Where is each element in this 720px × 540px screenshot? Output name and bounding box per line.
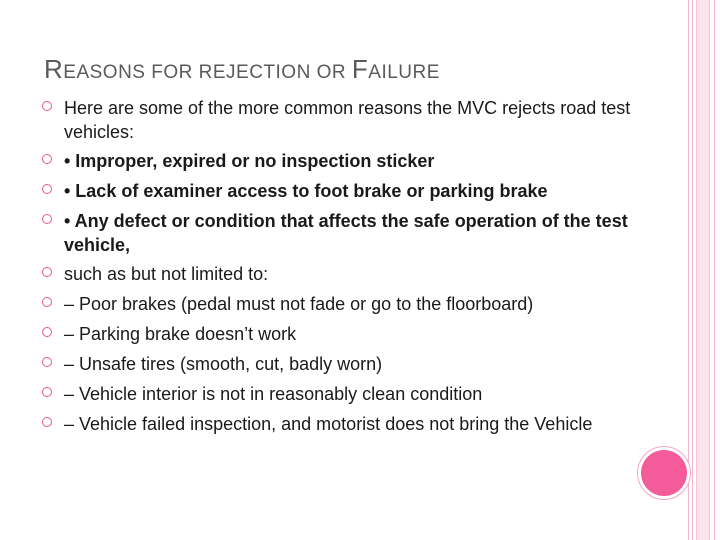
- bullet-text: • Lack of examiner access to foot brake or parking brake: [64, 181, 548, 201]
- pink-circle-icon: [641, 450, 687, 496]
- bullet-item: [42, 262, 632, 286]
- bullet-text: such as but not limited to:: [64, 264, 269, 284]
- bullet-item: [42, 96, 632, 144]
- title-part-2: AILURE: [368, 62, 440, 83]
- bullet-item: [42, 292, 632, 316]
- title-initial-f: F: [351, 54, 369, 84]
- bullet-text: Here are some of the more common reasons the MVC rejects road test vehicles:: [64, 98, 631, 142]
- bullet-item: [42, 179, 632, 203]
- bullet-marker-icon: [42, 267, 52, 277]
- bullet-item: [42, 352, 632, 376]
- decorative-line: [714, 0, 715, 540]
- bullet-text: • Any defect or condition that affects the safe operation of the test vehicle,: [64, 211, 628, 255]
- bullet-marker-icon: [42, 101, 52, 111]
- bullet-marker-icon: [42, 417, 52, 427]
- decorative-band: [696, 0, 710, 540]
- bullet-text: – Unsafe tires (smooth, cut, badly worn): [64, 354, 383, 374]
- title-part-1: EASONS FOR REJECTION OR: [63, 62, 352, 83]
- bullet-marker-icon: [42, 357, 52, 367]
- bullet-item: [42, 149, 632, 173]
- bullet-text: – Parking brake doesn’t work: [64, 324, 297, 344]
- bullet-marker-icon: [42, 154, 52, 164]
- decorative-line: [692, 0, 693, 540]
- bullet-text: – Vehicle failed inspection, and motorist does not bring the Vehicle: [64, 414, 593, 434]
- bullet-item: [42, 209, 632, 257]
- bullet-marker-icon: [42, 214, 52, 224]
- bullet-item: [42, 412, 632, 436]
- bullet-marker-icon: [42, 297, 52, 307]
- bullet-text: – Vehicle interior is not in reasonably clean condition: [64, 384, 483, 404]
- bullet-marker-icon: [42, 327, 52, 337]
- bullet-marker-icon: [42, 184, 52, 194]
- title-initial-r: R: [44, 54, 64, 84]
- bullet-marker-icon: [42, 387, 52, 397]
- bullet-item: [42, 322, 632, 346]
- decorative-line: [688, 0, 689, 540]
- bullet-text: – Poor brakes (pedal must not fade or go to the floorboard): [64, 294, 534, 314]
- bullet-item: [42, 382, 632, 406]
- bullet-text: • Improper, expired or no inspection sticker: [64, 151, 435, 171]
- slide-title: [44, 54, 440, 85]
